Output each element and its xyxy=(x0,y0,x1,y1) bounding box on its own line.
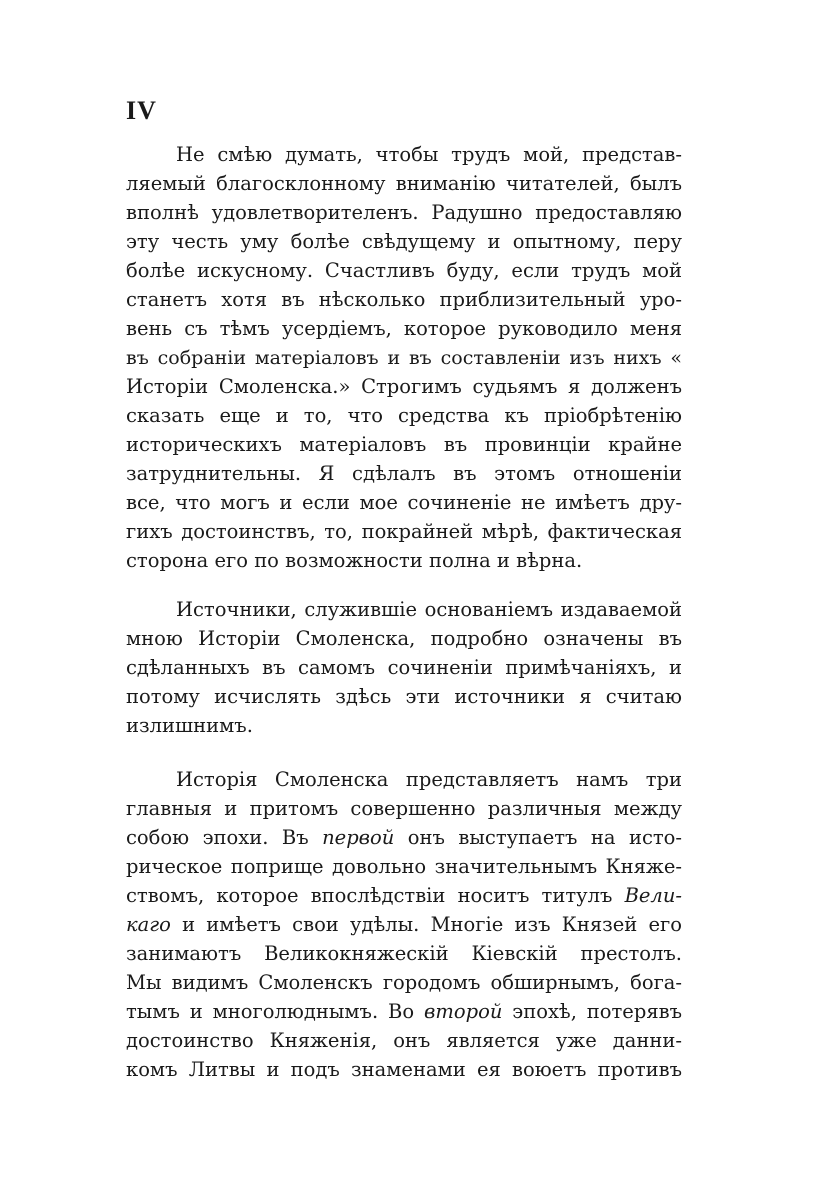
text-line: каго и имѣетъ свои удѣлы. Многіе изъ Князей его xyxy=(126,913,682,936)
text-line: рическое поприще довольно значительнымъ Княже- xyxy=(126,855,682,878)
text-line: достоинство Княженія, онъ является уже данни- xyxy=(126,1029,682,1052)
text-line: станетъ хотя въ нѣсколько приблизительный уро- xyxy=(126,288,682,311)
text-line: ствомъ, которое впослѣдствіи носитъ титулъ Вели- xyxy=(126,884,682,907)
text-line: ляемый благосклонному вниманію читателей, былъ xyxy=(126,172,682,195)
text-line: болѣе искусному. Счастливъ буду, если трудъ мой xyxy=(126,259,682,282)
text-line: собою эпохи. Въ первой онъ выступаетъ на исто- xyxy=(126,826,683,849)
text-line: вполнѣ удовлетворителенъ. Радушно предоставляю xyxy=(126,201,682,224)
text-line: потому исчислять здѣсь эти источники я считаю xyxy=(126,685,682,708)
text-line: сторона его по возможности полна и вѣрна. xyxy=(126,549,583,572)
text-line: эту честь уму болѣе свѣдущему и опытному, перу xyxy=(126,230,682,253)
text-line: сдѣланныхъ въ самомъ сочиненіи примѣчаніяхъ, и xyxy=(126,656,682,679)
text-line: комъ Литвы и подъ знаменами ея воюетъ противъ xyxy=(126,1058,682,1081)
italic-word: второй xyxy=(424,1000,503,1023)
italic-word: первой xyxy=(322,826,395,849)
italic-word: каго xyxy=(126,913,171,936)
text-line: сказать еще и то, что средства къ пріобрѣтенію xyxy=(126,404,682,427)
text-line: все, что могъ и если мое сочиненіе не имѣетъ дру- xyxy=(126,491,682,514)
text-line: тымъ и многолюднымъ. Во второй эпохѣ, потерявъ xyxy=(126,1000,683,1023)
text-line: въ собраніи матеріаловъ и въ составленіи изъ нихъ « xyxy=(126,347,682,369)
text-line: главныя и притомъ совершенно различныя между xyxy=(126,797,682,820)
text-line: мною Исторіи Смоленска, подробно означены въ xyxy=(126,627,682,650)
text-line: историческихъ матеріаловъ въ провинціи крайне xyxy=(126,433,682,456)
italic-word: Вели- xyxy=(624,884,682,907)
text-line: Исторіи Смоленска.» Строгимъ судьямъ я долженъ xyxy=(126,375,682,398)
text-line: затруднительны. Я сдѣлалъ въ этомъ отношеніи xyxy=(126,462,682,485)
text-line: Источники, служившіе основаніемъ издаваемой xyxy=(176,598,682,621)
text-line: Не смѣю думать, чтобы трудъ мой, представ- xyxy=(176,143,682,166)
text-line: Исторія Смоленска представляетъ намъ три xyxy=(176,768,682,791)
text-line: гихъ достоинствъ, то, покрайней мѣрѣ, фактическая xyxy=(126,520,682,543)
text-line: занимаютъ Великокняжескій Кіевскій престолъ. xyxy=(126,942,682,965)
text-line: вень съ тѣмъ усердіемъ, которое руководило меня xyxy=(126,317,682,340)
text-line: Мы видимъ Смоленскъ городомъ обширнымъ, бога- xyxy=(126,971,682,994)
page-number: IV xyxy=(126,96,157,125)
text-line: излишнимъ. xyxy=(126,714,253,737)
